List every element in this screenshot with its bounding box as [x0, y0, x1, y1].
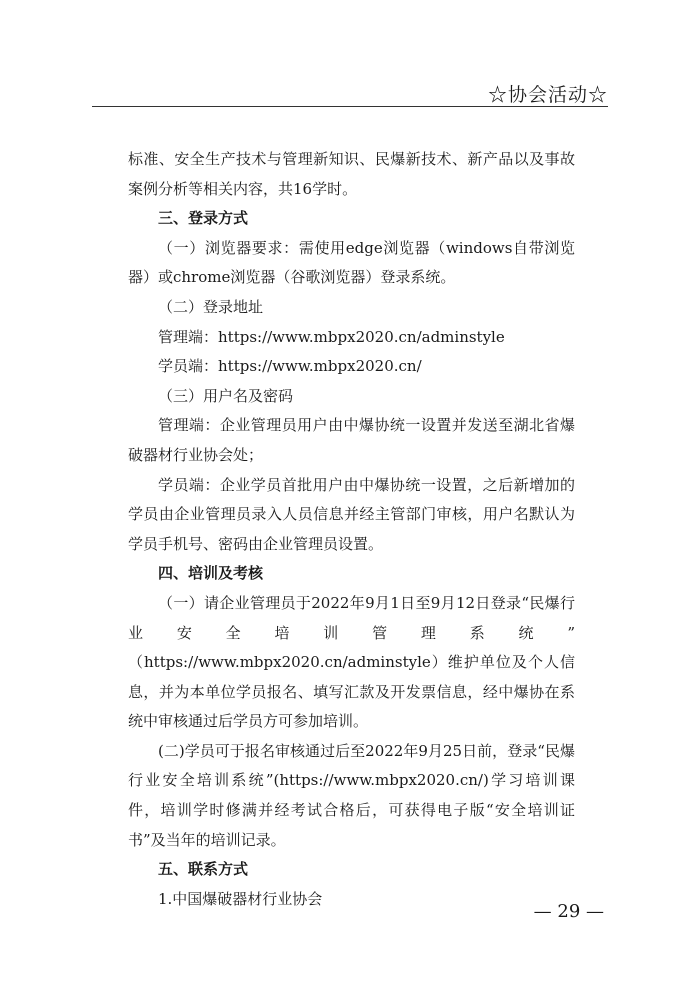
student-url-line: 学员端：https://www.mbpx2020.cn/	[158, 357, 422, 376]
page-header	[92, 78, 608, 106]
paragraph: 管理端：企业管理员用户由中爆协统一设置并发送至湖北省爆破器材行业协会处；	[128, 416, 575, 464]
paragraph: （一）浏览器要求：需使用edge浏览器（windows自带浏览器）或chrome浏览器（谷歌浏览器）登录系统。	[128, 238, 575, 287]
paragraph: （https://www.mbpx2020.cn/adminstyle）维护单位及个人信息，并为本单位学员报名、填写汇款及开发票信息，经中爆协在系统中审核通过后学员方可参加培训。	[128, 653, 575, 731]
section-heading-contact: 五、联系方式	[158, 860, 249, 879]
paragraph: (二)学员可于报名审核通过后至2022年9月25日前，登录“民爆行业安全培训系统”(https://www.mbpx2020.cn/)学习培训课件，培训学时修满并经考试合格后，可获得电子版“安全培训证书”及当年的培训记录。	[128, 741, 575, 849]
document-body	[128, 145, 575, 914]
paragraph: （三）用户名及密码	[158, 386, 294, 405]
section-heading-training: 四、培训及考核	[158, 564, 264, 583]
section-heading-login: 三、登录方式	[158, 209, 249, 228]
paragraph: 标准、安全生产技术与管理新知识、民爆新技术、新产品以及事故案例分析等相关内容，共16学时。	[128, 150, 575, 198]
header-title: ☆协会活动☆	[487, 84, 608, 106]
paragraph: （二）登录地址	[158, 297, 264, 316]
page-number: — 29 —	[533, 901, 604, 922]
paragraph: （一）请企业管理员于2022年9月1日至9月12日登录“民爆行业安全培训管理系统”	[128, 593, 575, 642]
header-rule	[92, 106, 608, 107]
admin-url-line: 管理端：https://www.mbpx2020.cn/adminstyle	[158, 327, 505, 346]
paragraph: 学员端：企业学员首批用户由中爆协统一设置，之后新增加的学员由企业管理员录入人员信息并经主管部门审核，用户名默认为学员手机号、密码由企业管理员设置。	[128, 475, 575, 553]
paragraph: 1.中国爆破器材行业协会	[158, 889, 323, 908]
